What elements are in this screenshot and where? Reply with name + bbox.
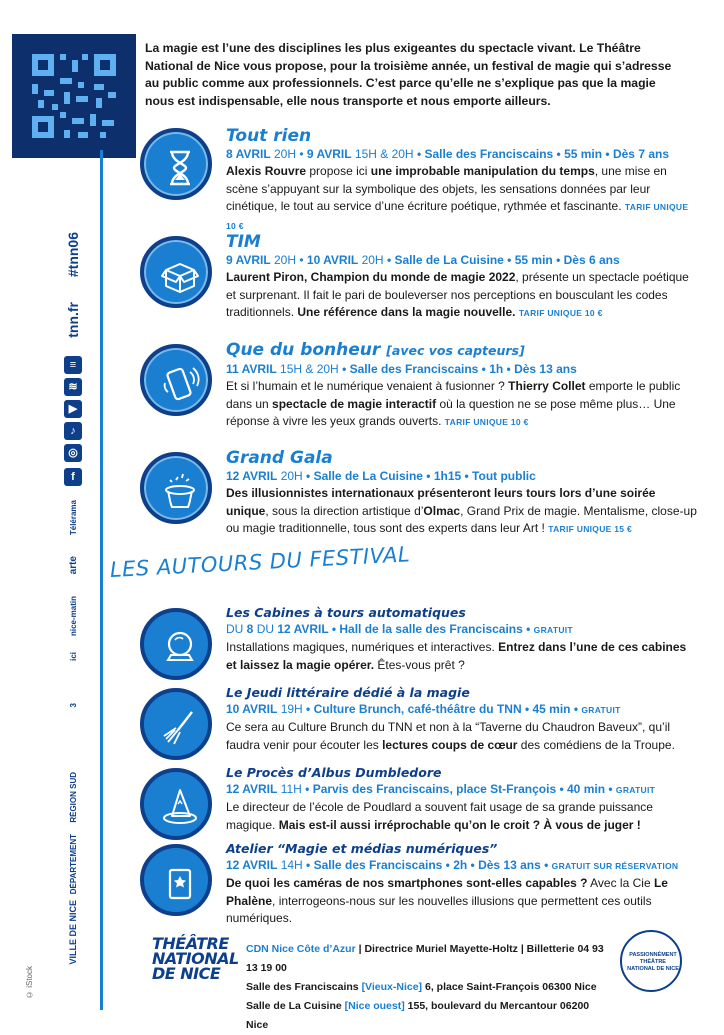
event-description: Laurent Piron, Champion du monde de magie 2022, présente un spectacle poétique et surprenant. Il fait le pari de bouleverser nos perceptions en bousculant les codes traditionnels. Une référence dans la magie nouvelle. TARIF UNIQUE 10 € [226, 270, 689, 319]
event-icon-circle [140, 768, 212, 840]
event-meta: 9 AVRIL 20H • 10 AVRIL 20H • Salle de La Cuisine • 55 min • Dès 6 ans [226, 253, 620, 267]
event-meta: 11 AVRIL 15H & 20H • Salle des Franciscains • 1h • Dès 13 ans [226, 362, 577, 376]
event-icon-circle [140, 608, 212, 680]
side-event-title: Les Cabines à tours automatiques [226, 605, 466, 620]
event-icon-circle [140, 344, 212, 416]
side-event-description: Installations magiques, numériques et interactives. Entrez dans l’une de ces cabines et laissez la magie opérer. Êtes-vous prêt ? [226, 640, 687, 672]
qr-pattern-icon [12, 34, 136, 158]
side-event-meta: DU 8 DU 12 AVRIL • Hall de la salle des Franciscains • GRATUIT [226, 622, 573, 636]
side-event-meta: 12 AVRIL 14H • Salle des Franciscains • 2h • Dès 13 ans • GRATUIT SUR RÉSERVATION [226, 858, 679, 872]
side-event-description: Ce sera au Culture Brunch du TNN et non à la “Taverne du Chaudron Baveux”, qu’il faudra venir pour écouter les lectures coups de cœur des comédiens de la Troupe. [226, 720, 675, 752]
smartphone-icon [158, 362, 202, 406]
side-event-meta: 12 AVRIL 11H • Parvis des Franciscains, place St-François • 40 min • GRATUIT [226, 782, 656, 796]
instagram-icon[interactable]: ◎ [64, 444, 82, 462]
side-event-title: Atelier “Magie et médias numériques” [226, 841, 498, 856]
event-title: TIM [226, 232, 261, 252]
hourglass-icon [158, 146, 202, 190]
passionnement-badge: PASSIONNÉMENT THÉÂTRE NATIONAL DE NICE [620, 930, 682, 992]
website-link[interactable]: tnn.fr [65, 302, 81, 338]
event-subtitle: [avec vos capteurs] [386, 343, 525, 358]
side-event-description: De quoi les caméras de nos smartphones sont-elles capables ? Avec la Cie Le Phalène, interrogeons-nous sur les nouvelles illusions que permettent ces outils numériques. [226, 876, 668, 925]
side-event-meta: 10 AVRIL 19H • Culture Brunch, café-théâtre du TNN • 45 min • GRATUIT [226, 702, 621, 716]
side-event-title: Le Jeudi littéraire dédié à la magie [226, 685, 470, 700]
event-price: TARIF UNIQUE 15 € [548, 524, 633, 534]
event-price: TARIF UNIQUE 10 € [518, 308, 603, 318]
event-description: Et si l’humain et le numérique venaient à fusionner ? Thierry Collet emporte le public dans un spectacle de magie interactif où la question ne se pose même plus… Une réponse à vivre les yeux grands ouverts. TARIF UNIQUE 10 € [226, 379, 681, 428]
photo-credit: © iStock [25, 966, 34, 1000]
event-icon-circle [140, 452, 212, 524]
partner-logo-arte: arte [67, 556, 79, 575]
crystal-ball-icon [158, 626, 202, 670]
box-icon [158, 254, 202, 298]
sidebar [58, 232, 88, 1012]
partner-logo-ici: ici [68, 652, 78, 661]
hashtag-label[interactable]: #tnn06 [65, 232, 81, 278]
event-meta: 12 AVRIL 20H • Salle de La Cuisine • 1h15 • Tout public [226, 469, 536, 483]
tarot-card-icon [158, 862, 202, 906]
event-title: Tout rien [226, 126, 312, 146]
event-price: TARIF UNIQUE 10 € [226, 202, 689, 231]
broom-icon [158, 706, 202, 750]
partner-logo-departement: DÉPARTEMENT [68, 834, 78, 895]
intro-paragraph: La magie est l’une des disciplines les plus exigeantes du spectacle vivant. Le Théâtre National de Nice vous propose, pour la troisième année, un festival de magie qui s’adresse au public comme aux professionnels. C’est parce qu’elle ne s’explique pas que la magie nous est indispensable, elle nous transporte et nous emporte ailleurs. [145, 41, 672, 108]
facebook-icon[interactable]: f [64, 468, 82, 486]
partner-logo-ville-de-nice: VILLE DE NICE [68, 900, 78, 965]
section-heading-autours: LES AUTOURS DU FESTIVAL [109, 542, 411, 582]
event-description: Des illusionnistes internationaux présenteront leurs tours lors d’une soirée unique, sous la direction artistique d’Olmac, Grand Prix de magie. Mentalisme, close-up ou magie traditionnelle, tous sont des experts dans leur Art ! TARIF UNIQUE 15 € [226, 486, 697, 535]
tiktok-icon[interactable]: ♪ [64, 422, 82, 440]
event-icon-circle [140, 128, 212, 200]
tnn-logo[interactable]: THÉÂTRE NATIONAL DE NICE [152, 934, 239, 983]
event-title: Grand Gala [226, 448, 333, 468]
vertical-divider [100, 150, 103, 1010]
partner-logo-region-sud: RÉGION SUD [68, 772, 78, 823]
event-description: Alexis Rouvre propose ici une improbable manipulation du temps, une mise en scène s’appuyant sur la symbolique des objets, les sensations données par leur cinétique, le tout au service d’une écriture poétique, rythmée et fascinante. TARIF UNIQUE 10 € [226, 164, 689, 231]
qr-code[interactable] [12, 34, 136, 158]
social-icon-1[interactable]: ≡ [64, 356, 82, 374]
magic-hat-icon [158, 470, 202, 514]
youtube-icon[interactable]: ▶ [64, 400, 82, 418]
event-title: Que du bonheur [avec vos capteurs] [226, 340, 525, 360]
social-icon-2[interactable]: ≋ [64, 378, 82, 396]
wizard-hat-icon [158, 786, 202, 830]
partner-logo-3: 3 [68, 702, 78, 707]
side-event-description: Le directeur de l’école de Poudlard a souvent fait usage de sa grande puissance magique. Mais est-il aussi irréprochable qu’on le croit ? À vous de juger ! [226, 800, 653, 832]
partner-logo-telerama: Télérama [68, 500, 78, 536]
event-icon-circle [140, 236, 212, 308]
partner-logo-nice-matin: nice-matin [68, 596, 78, 637]
event-icon-circle [140, 844, 212, 916]
event-price: TARIF UNIQUE 10 € [444, 417, 529, 427]
side-event-title: Le Procès d’Albus Dumbledore [226, 765, 442, 780]
event-meta: 8 AVRIL 20H • 9 AVRIL 15H & 20H • Salle des Franciscains • 55 min • Dès 7 ans [226, 147, 670, 161]
event-icon-circle [140, 688, 212, 760]
footer-contact: CDN Nice Côte d’Azur | Directrice Muriel Mayette-Holtz | Billetterie 04 93 13 19 00 Salle des Franciscains [Vieux-Nice] 6, place Saint-François 06300 Nice Salle de La Cuisine [Nice ouest] 155, boulevard du Mercantour 06200 Nice [246, 943, 604, 1031]
